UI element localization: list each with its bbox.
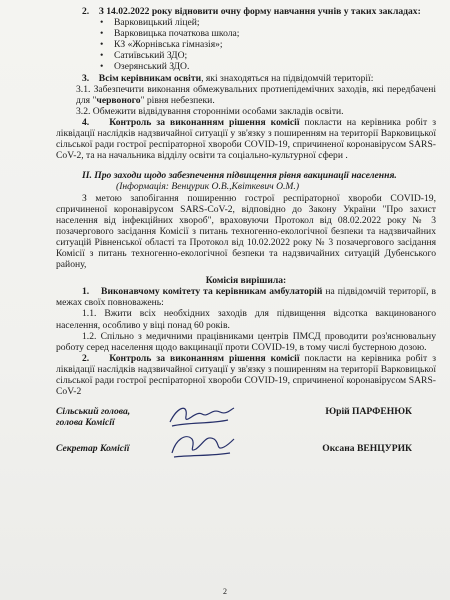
item-3-number: 3.	[82, 72, 90, 84]
secretary-title: Секретар Комісії	[56, 443, 130, 455]
resolution-1	[56, 286, 436, 308]
item-2-number: 2.	[82, 6, 90, 17]
item-4-text: покласти на керівника робіт з ліквідації наслідків надзвичайної ситуації у зв'язку з поширенням на території Варковицької сільської ради гострої респіраторної хвороби COVID-19, спричиненої коронавірусом SARS-CoV-2, та на начальника відділу освіти та соціально-культурної сфери .	[56, 116, 437, 162]
item-3-text: , які знаходяться на підвідомчій території:	[201, 72, 374, 84]
head-title: Сільський голова, голова Комісії	[56, 406, 131, 429]
secretary-name: Оксана ВЕНЦУРИК	[322, 443, 412, 455]
item-4-lead: Контроль за виконанням рішення комісії	[109, 116, 300, 128]
page-number: 2	[223, 586, 227, 596]
list-item: • КЗ «Жорнівська гімназія»;	[114, 39, 436, 50]
item-3	[56, 73, 436, 84]
section-2-paragraph: З метою запобігання поширенню гострої респіраторної хвороби COVID-19, спричиненої коронавірусом SARS-CoV-2, відповідно до Закону України "Про захист населення від інфекційних хвороб", враховуючи Протокол від 08.02.2022 року № 3 позачергового засідання Комісії з питань техногенно-екологічної безпеки та надзвичайних ситуацій Рівненської області та Протокол від 10.02.2022 року № 3 позачергового засідання Комісії з питань техногенно-екологічної безпеки та надзвичайних ситуацій Дубенського району,	[56, 192, 436, 271]
secretary-signature-mark	[166, 429, 236, 461]
resolution-1-lead: Виконавчому комітету та керівникам амбулаторій	[101, 286, 323, 298]
list-item: • Сатиївський ЗДО;	[114, 50, 436, 61]
resolution-1-1: 1.1. Вжити всіх необхідних заходів для підвищення відсотка вакцинованого населення, особливо у віці понад 60 років.	[56, 308, 436, 331]
list-item: • Варковицька початкова школа;	[114, 28, 436, 39]
head-signature-row	[56, 406, 436, 433]
item-2-text: року відновити очну форму навчання учнів у таких закладах:	[151, 6, 421, 17]
schools-list	[56, 17, 436, 72]
resolution-1-2: 1.2. Спільно з медичними працівниками центрів ПМСД проводити роз'яснювальну роботу серед населення щодо вакцинації проти COVID-19, в тому числі бустерною дозою.	[56, 330, 436, 353]
resolution-2-lead: Контроль за виконанням рішення комісії	[109, 352, 300, 364]
resolution-2-number: 2.	[82, 352, 90, 364]
resolution-1-text: на підвідомчій території, в межах своїх повноважень:	[56, 286, 436, 309]
resolution-2-text: покласти на керівника робіт з ліквідації наслідків надзвичайної ситуації у зв'язку з поширенням на території Варковицької сільської ради гострої респіраторної хвороби COVID-19, спричиненої коронавірусом SARS-CoV-2	[56, 352, 437, 398]
item-2	[56, 6, 436, 17]
item-2-date: З 14.02.2022	[98, 6, 150, 17]
item-4	[56, 117, 436, 161]
red-level: червоного	[96, 94, 141, 106]
list-item: • Озерянський ЗДО.	[114, 61, 436, 72]
list-item: • Варковицький ліцей;	[114, 17, 436, 28]
resolution-2	[56, 353, 436, 397]
section-2-title: II. Про заходи щодо забезпечення підвищення рівня вакцинації населення.	[82, 170, 397, 182]
head-name: Юрій ПАРФЕНЮК	[325, 406, 412, 418]
item-3-1: 3.1. Забезпечити виконання обмежувальних протиепідемічних заходів, які передбачені для "червоного" рівня небезпеки.	[76, 83, 436, 106]
secretary-signature-row	[56, 443, 436, 470]
head-signature-mark	[166, 400, 236, 432]
item-4-number: 4.	[82, 116, 90, 128]
resolved-heading: Комісія вирішила:	[205, 275, 287, 287]
resolution-1-number: 1.	[82, 286, 90, 298]
section-2-info: (Інформація: Венцурик О.В.,Квіткевич О.М.)	[116, 181, 300, 193]
item-3-lead: Всім керівникам освіти	[98, 72, 202, 84]
item-3-2: 3.2. Обмежити відвідування сторонніми особами закладів освіти.	[76, 105, 344, 117]
